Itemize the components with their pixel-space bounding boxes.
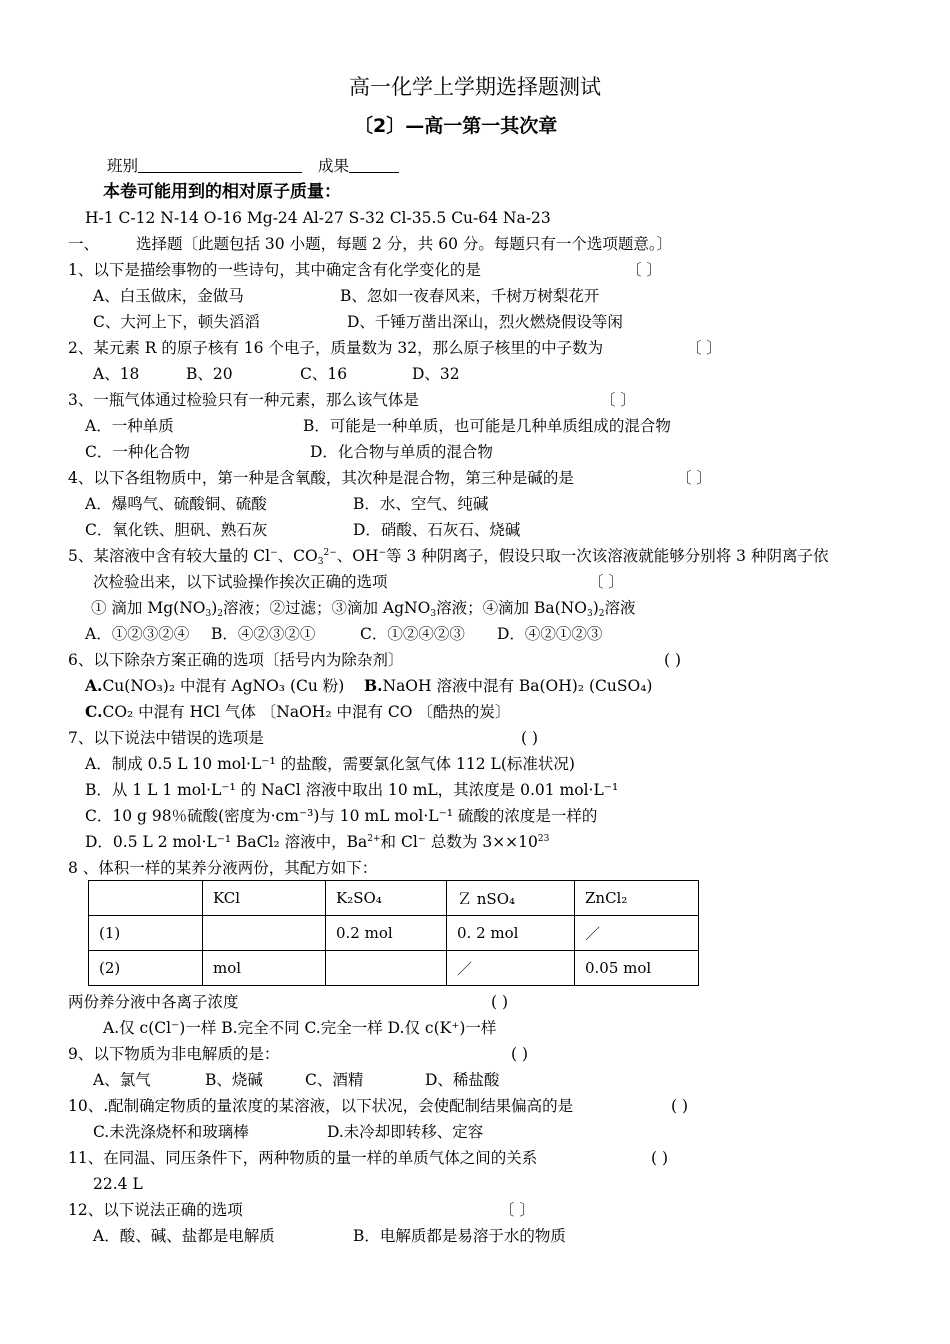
q4-option-c[interactable]: C．氧化铁、胆矾、熟石灰 [85,521,268,539]
q3-option-b[interactable]: B．可能是一种单质，也可能是几种单质组成的混合物 [303,417,671,435]
q4-answer-paren[interactable]: 〔 〕 [676,469,712,487]
q5-option-b[interactable]: B．④②③②① [211,625,316,643]
q2-option-c[interactable]: C、16 [300,365,348,383]
q9-option-b[interactable]: B、烧碱 [205,1071,263,1089]
q1-option-d[interactable]: D、千锤万凿出深山，烈火燃烧假设等闲 [347,313,623,331]
score-field [318,156,399,176]
table-cell: 0. 2 mol [447,916,575,951]
section-heading [68,234,673,254]
table-header-row [89,881,699,916]
section-number: 一、 [68,235,100,253]
q5-steps: ① 滴加 $Mg(NO_3)_2$溶液；②过滤；③滴加 AgNO$_3$溶液；④滴加 $Ba(NO_3)_2$溶液 [91,599,636,619]
q12-option-a[interactable]: A．酸、碱、盐都是电解质 [93,1227,275,1245]
q2-option-a[interactable]: A、18 [93,365,140,383]
q2-stem: 2、某元素 R 的原子核有 16 个电子，质量数为 32，那么原子核里的中子数为 [68,339,604,357]
table-cell: ／ [575,916,699,951]
q1-option-c[interactable]: C、大河上下，顿失滔滔 [93,313,260,331]
q10-stem: 10、.配制确定物质的量浓度的某溶液，以下状况，会使配制结果偏高的是 [68,1097,574,1115]
q3-option-a[interactable]: A．一种单质 [85,417,174,435]
q8-table [88,880,699,986]
table-row [89,916,699,951]
section-text: 选择题〔此题包括 30 小题，每题 2 分，共 60 分。每题只有一个选项题意。〕 [136,235,673,253]
q4-option-b[interactable]: B．水、空气、纯碱 [353,495,489,513]
q6-stem: 6、以下除杂方案正确的选项〔括号内为除杂剂〕 [68,651,404,669]
q12-stem: 12、以下说法正确的选项 [68,1201,243,1219]
q8-answer-paren[interactable]: ( ) [491,993,509,1011]
q9-stem: 9、以下物质为非电解质的是： [68,1045,280,1063]
score-label: 成果 [318,157,350,175]
q12-answer-paren[interactable]: 〔 〕 [499,1201,535,1219]
score-blank[interactable] [349,156,399,173]
table-cell: (2) [89,951,203,986]
q1-option-b[interactable]: B、忽如一夜春风来，千树万树梨花开 [340,287,600,305]
table-header-cell: K₂SO₄ [326,881,447,916]
q5-answer-paren[interactable]: 〔 〕 [588,573,624,591]
table-cell: (1) [89,916,203,951]
q7-option-d[interactable]: D．0.5 L 2 mol·L⁻¹ BaCl₂ 溶液中，$Ba^{2+}$和 Cl⁻ 总数为 $3\times\times 10^{23}$ [85,833,550,851]
q8-options[interactable]: A.仅 c(Cl⁻)一样 B.完全不同 C.完全一样 D.仅 c(K⁺)一样 [103,1019,497,1037]
table-cell [326,951,447,986]
q4-stem: 4、以下各组物质中，第一种是含氧酸，其次种是混合物，第三种是碱的是 [68,469,574,487]
table-header-cell: KCl [203,881,326,916]
q10-option-d[interactable]: D.未冷却即转移、定容 [327,1123,484,1141]
class-label: 班别 [107,157,139,175]
q9-answer-paren[interactable]: ( ) [511,1045,529,1063]
q6-option-a[interactable]: A.Cu(NO₃)₂ 中混有 AgNO₃ (Cu 粉) [85,676,345,695]
class-blank[interactable] [138,156,302,173]
q3-stem: 3、一瓶气体通过检验只有一种元素，那么该气体是 [68,391,419,409]
q9-option-a[interactable]: A、氯气 [93,1071,151,1089]
q6-answer-paren[interactable]: ( ) [664,651,682,669]
q5-stem: 5、某溶液中含有较大量的 Cl−、$CO_3^{2-}$、OH−等 3 种阴离子，假设只取一次该溶液就能够分别将 3 种阴离子依 [68,547,829,567]
q6-option-c[interactable]: C.CO₂ 中混有 HCl 气体 〔NaOH₂ 中混有 CO 〔酷热的炭〕 [85,702,511,721]
table-header-cell [89,881,203,916]
q9-option-d[interactable]: D、稀盐酸 [425,1071,500,1089]
q2-answer-paren[interactable]: 〔 〕 [686,339,722,357]
q1-answer-paren[interactable]: 〔 〕 [626,261,662,279]
q8-stem: 8 、体积一样的某养分液两份，其配方如下： [68,859,378,877]
page-title: 高一化学上学期选择题测试 [349,75,601,99]
q10-option-c[interactable]: C.未洗涤烧杯和玻璃棒 [93,1123,249,1141]
table-cell: 0.2 mol [326,916,447,951]
q8-followup: 两份养分液中各离子浓度 [68,993,239,1011]
q4-option-d[interactable]: D．硝酸、石灰石、烧碱 [353,521,521,539]
q6-option-b[interactable]: B.NaOH 溶液中混有 Ba(OH)₂ (CuSO₄) [364,676,653,695]
q1-option-a[interactable]: A、白玉做床，金做马 [93,287,244,305]
q7-option-b[interactable]: B．从 1 L 1 mol·L⁻¹ 的 NaCl 溶液中取出 10 mL，其浓度是 0.01 mol·L⁻¹ [85,781,619,799]
q5-option-a[interactable]: A．①②③②④ [85,625,190,643]
q4-option-a[interactable]: A．爆鸣气、硫酸铜、硫酸 [85,495,267,513]
table-cell: 0.05 mol [575,951,699,986]
table-header-cell: ZnCl₂ [575,881,699,916]
q7-option-c[interactable]: C．10 g 98％硫酸(密度为·cm⁻³)与 10 mL mol·L⁻¹ 硫酸的浓度是一样的 [85,807,598,825]
class-field [107,156,302,176]
table-cell: mol [203,951,326,986]
q7-answer-paren[interactable]: ( ) [521,729,539,747]
q7-option-a[interactable]: A．制成 0.5 L 10 mol·L⁻¹ 的盐酸，需要氯化氢气体 112 L(标准状况) [85,755,575,773]
q3-option-c[interactable]: C．一种化合物 [85,443,190,461]
table-cell [203,916,326,951]
q1-stem: 1、以下是描绘事物的一些诗句，其中确定含有化学变化的是 [68,261,481,279]
q11-stem: 11、在同温、同压条件下，两种物质的量一样的单质气体之间的关系 [68,1149,538,1167]
q5-option-d[interactable]: D．④②①②③ [497,625,603,643]
table-header-cell: Ｚ nSO₄ [447,881,575,916]
q2-option-d[interactable]: D、32 [412,365,460,383]
atomic-masses: H-1 C-12 N-14 O-16 Mg-24 Al-27 S-32 Cl-35.5 Cu-64 Na-23 [85,209,551,227]
q2-option-b[interactable]: B、20 [186,365,233,383]
table-row [89,951,699,986]
q3-option-d[interactable]: D．化合物与单质的混合物 [310,443,493,461]
q10-answer-paren[interactable]: ( ) [671,1097,689,1115]
table-cell: ／ [447,951,575,986]
q11-line2: 22.4 L [93,1175,143,1193]
q5-option-c[interactable]: C．①②④②③ [360,625,465,643]
atomic-mass-heading: 本卷可能用到的相对原子质量： [103,182,341,202]
q5-stem-line2: 次检验出来，以下试验操作挨次正确的选项 [93,573,388,591]
page-subtitle: 〔2〕—高一第一其次章 [354,115,558,137]
q9-option-c[interactable]: C、酒精 [305,1071,364,1089]
q3-answer-paren[interactable]: 〔 〕 [600,391,636,409]
q12-option-b[interactable]: B．电解质都是易溶于水的物质 [353,1227,566,1245]
q7-stem: 7、以下说法中错误的选项是 [68,729,264,747]
q11-answer-paren[interactable]: ( ) [651,1149,669,1167]
